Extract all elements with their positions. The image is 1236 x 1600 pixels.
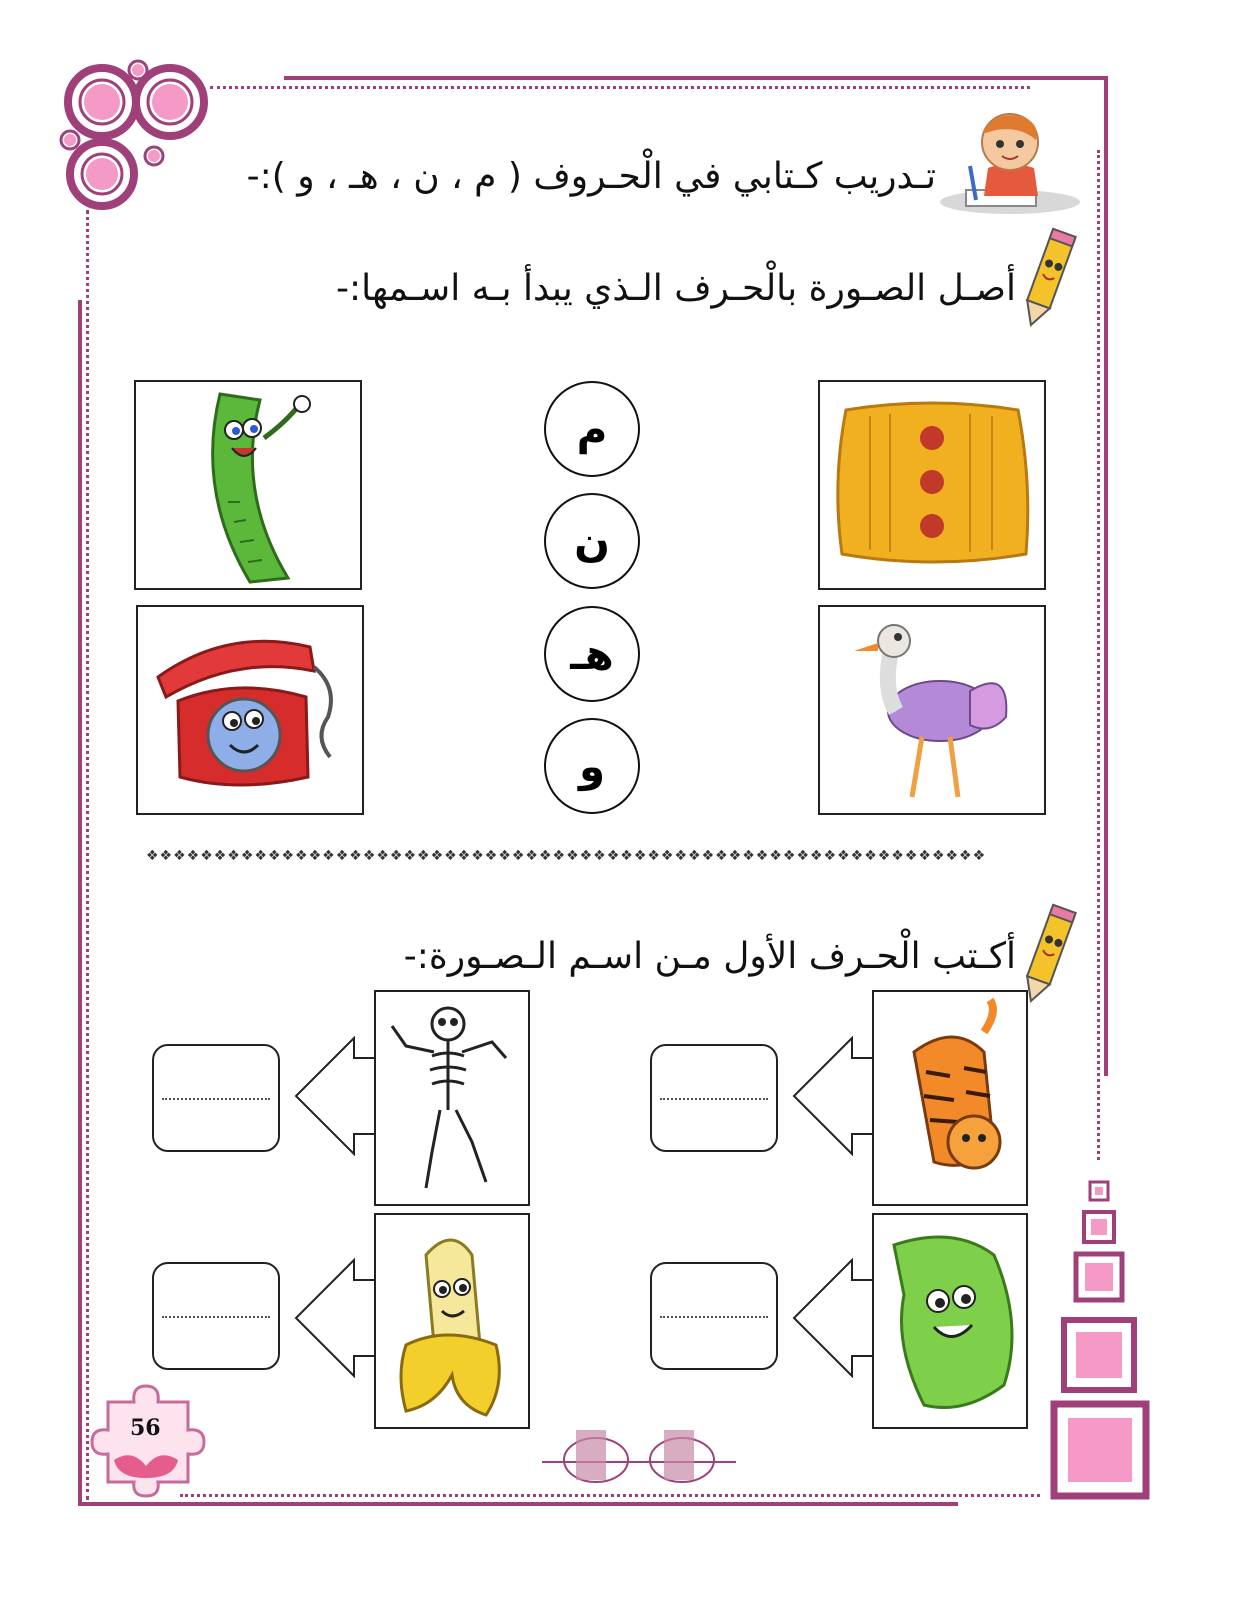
pillow-icon (820, 382, 1044, 588)
answer-line[interactable] (162, 1098, 270, 1100)
frame-top-line (284, 76, 1108, 80)
answer-line[interactable] (660, 1098, 768, 1100)
letter-circle-meem[interactable]: م (544, 381, 640, 477)
telephone-picture[interactable] (136, 605, 364, 815)
answer-line[interactable] (162, 1316, 270, 1318)
ostrich-picture[interactable] (818, 605, 1046, 815)
skeleton-picture (374, 990, 530, 1206)
leaf-icon (874, 1215, 1026, 1427)
arrow-left-icon (294, 1036, 376, 1156)
letter-circle-haa[interactable]: هـ (544, 606, 640, 702)
banana-picture (374, 1213, 530, 1429)
exercise2-instruction: أكـتب الْحـرف الأول مـن اسـم الـصـورة:- (403, 936, 1016, 977)
answer-line[interactable] (660, 1316, 768, 1318)
ruler-picture[interactable] (134, 380, 362, 590)
frame-top-dotted (210, 86, 1030, 89)
page-title: تـدريب كـتابي في الْحـروف ( م ، ن ، هـ ، و ):- (246, 156, 936, 197)
arrow-left-icon (294, 1258, 376, 1378)
boy-writing-icon (936, 104, 1084, 216)
decorative-circles (56, 56, 216, 216)
answer-box-skeleton[interactable] (152, 1044, 280, 1152)
tiger-icon (874, 992, 1026, 1204)
answer-box-banana[interactable] (152, 1262, 280, 1370)
banana-icon (376, 1215, 528, 1427)
letter-circle-waw[interactable]: و (544, 718, 640, 814)
ostrich-icon (820, 607, 1044, 813)
answer-box-tiger[interactable] (650, 1044, 778, 1152)
skeleton-icon (376, 992, 528, 1204)
frame-bottom-dotted (180, 1494, 1040, 1497)
puzzle-piece-icon (84, 1382, 214, 1500)
page-number: 56 (130, 1415, 161, 1441)
frame-bottom-line (78, 1502, 958, 1506)
answer-box-leaf[interactable] (650, 1262, 778, 1370)
telephone-icon (138, 607, 362, 813)
arrow-left-icon (792, 1036, 874, 1156)
pillow-picture[interactable] (818, 380, 1046, 590)
arrow-left-icon (792, 1258, 874, 1378)
frame-right-line (1104, 76, 1108, 1076)
leaf-picture (872, 1213, 1028, 1429)
frame-right-dotted (1097, 150, 1100, 1160)
exercise1-instruction: أصـل الصـورة بالْحـرف الـذي يبدأ بـه اسـمها:- (336, 268, 1016, 309)
section-separator: ❖❖❖❖❖❖❖❖❖❖❖❖❖❖❖❖❖❖❖❖❖❖❖❖❖❖❖❖❖❖❖❖❖❖❖❖❖❖❖❖❖❖❖❖❖❖❖❖❖❖❖❖❖❖❖❖❖❖❖❖❖❖ (146, 848, 987, 864)
tiger-picture (872, 990, 1028, 1206)
pencil-mascot-icon (1008, 224, 1088, 332)
letter-circle-noon[interactable]: ن (544, 493, 640, 589)
frame-left-dotted (86, 210, 89, 1500)
decorative-squares (1050, 1178, 1150, 1500)
footer-ornament (540, 1420, 740, 1492)
frame-left-line (78, 300, 82, 1506)
ruler-icon (136, 382, 360, 588)
